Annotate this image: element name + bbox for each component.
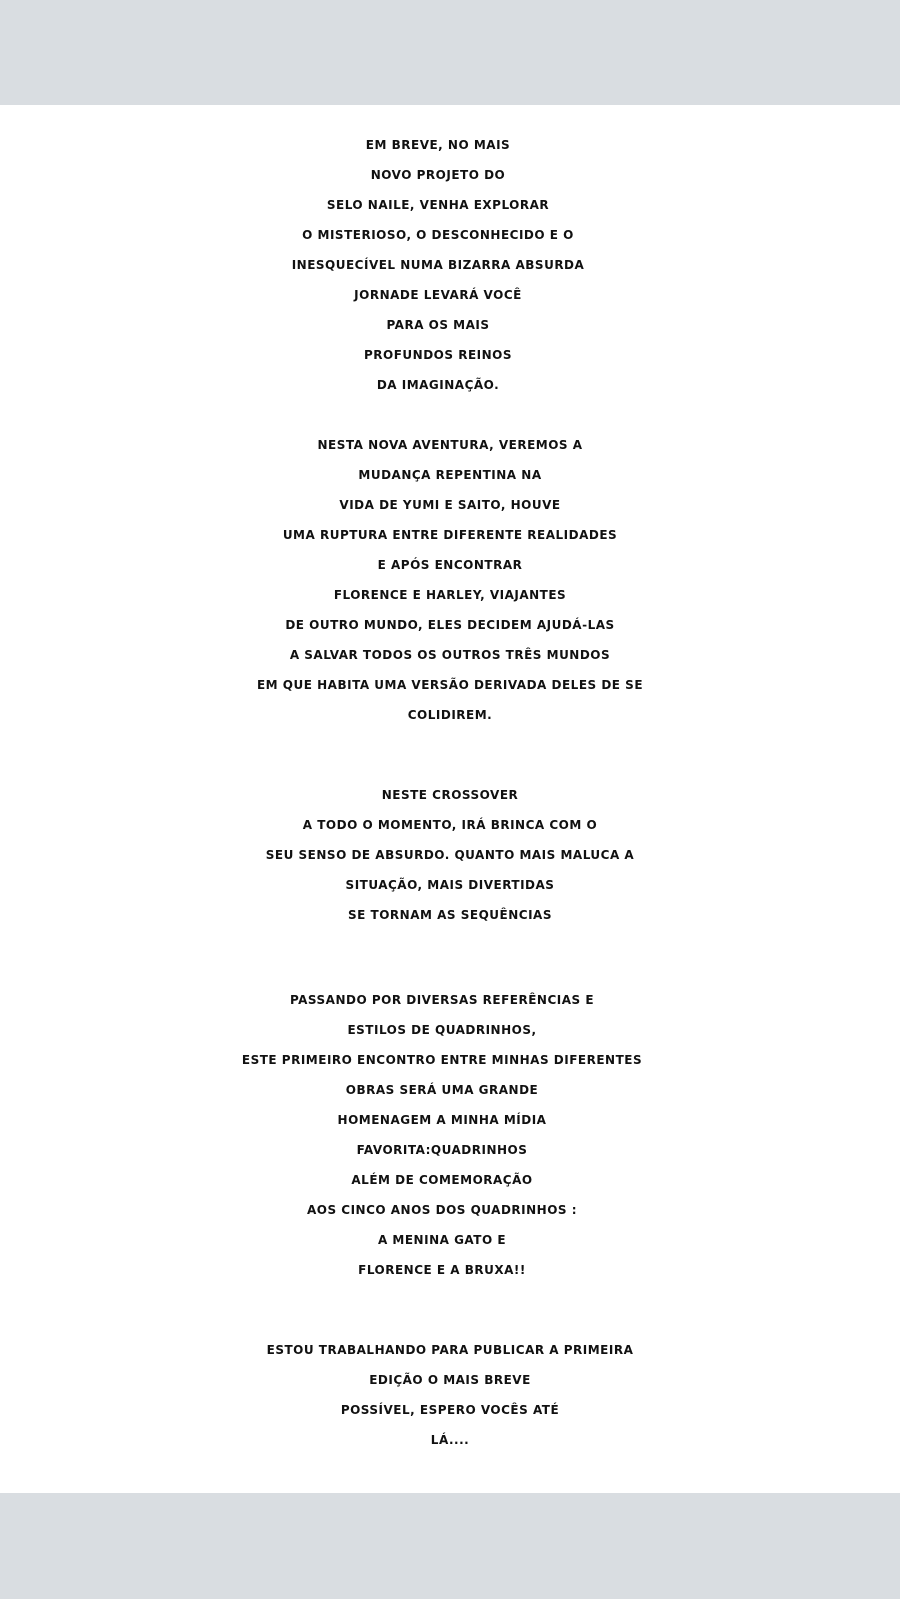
paragraph-5-line-2: EDIÇÃO O MAIS BREVE <box>369 1373 531 1387</box>
paragraph-1-line-3: SELO NAILE, VENHA EXPLORAR <box>326 198 550 212</box>
paragraph-3-line-1: NESTE CROSSOVER <box>381 788 519 802</box>
top-margin-band <box>0 0 900 105</box>
paragraph-4-line-5: HOMENAGEM A MINHA MÍDIA <box>337 1113 547 1127</box>
paragraph-2-line-6: FLORENCE E HARLEY, VIAJANTES <box>333 588 567 602</box>
paragraph-2-line-1: NESTA NOVA AVENTURA, VEREMOS A <box>317 438 583 452</box>
paragraph-2-line-4: UMA RUPTURA ENTRE DIFERENTE REALIDADES <box>282 528 618 542</box>
paragraph-1-line-7: PARA OS MAIS <box>386 318 490 332</box>
paragraph-2-line-7: DE OUTRO MUNDO, ELES DECIDEM AJUDÁ-LAS <box>285 618 615 632</box>
paragraph-4-line-1: PASSANDO POR DIVERSAS REFERÊNCIAS E <box>289 993 595 1007</box>
paragraph-3-line-2: A TODO O MOMENTO, IRÁ BRINCA COM O <box>302 818 598 832</box>
paragraph-2-line-3: VIDA DE YUMI E SAITO, HOUVE <box>339 498 561 512</box>
paragraph-4-line-8: AOS CINCO ANOS DOS QUADRINHOS : <box>306 1203 578 1217</box>
paragraph-2-line-5: E APÓS ENCONTRAR <box>377 558 523 572</box>
paragraph-4-line-6: FAVORITA:QUADRINHOS <box>356 1143 528 1157</box>
paragraph-1-line-8: PROFUNDOS REINOS <box>364 348 512 362</box>
paragraph-3-line-4: SITUAÇÃO, MAIS DIVERTIDAS <box>345 878 555 892</box>
paragraph-3-line-5: SE TORNAM AS SEQUÊNCIAS <box>348 908 552 922</box>
paragraph-4-line-4: OBRAS SERÁ UMA GRANDE <box>345 1083 539 1097</box>
paragraph-5-line-4: LÁ.... <box>430 1433 470 1447</box>
paragraph-2-line-9: EM QUE HABITA UMA VERSÃO DERIVADA DELES DE SE <box>256 678 644 692</box>
paragraph-2-line-8: A SALVAR TODOS OS OUTROS TRÊS MUNDOS <box>289 648 611 662</box>
paragraph-4-line-10: FLORENCE E A BRUXA!! <box>358 1263 526 1277</box>
paragraph-4-line-9: A MENINA GATO E <box>377 1233 507 1247</box>
paragraph-4-line-7: ALÉM DE COMEMORAÇÃO <box>351 1173 533 1187</box>
paragraph-1-line-6: JORNADE LEVARÁ VOCÊ <box>354 288 522 302</box>
paragraph-1-line-9: DA IMAGINAÇÃO. <box>376 378 500 392</box>
paragraph-2-line-10: COLIDIREM. <box>407 708 493 722</box>
paragraph-1-line-5: INESQUECÍVEL NUMA BIZARRA ABSURDA <box>291 258 585 272</box>
paragraph-4-line-3: ESTE PRIMEIRO ENCONTRO ENTRE MINHAS DIFERENTES <box>241 1053 643 1067</box>
paragraph-2-line-2: MUDANÇA REPENTINA NA <box>358 468 542 482</box>
bottom-margin-band <box>0 1493 900 1599</box>
paragraph-1-line-2: NOVO PROJETO DO <box>370 168 506 182</box>
paragraph-5-line-1: ESTOU TRABALHANDO PARA PUBLICAR A PRIMEIRA <box>266 1343 634 1357</box>
paragraph-5-line-3: POSSÍVEL, ESPERO VOCÊS ATÉ <box>340 1403 560 1417</box>
paragraph-3-line-3: SEU SENSO DE ABSURDO. QUANTO MAIS MALUCA A <box>265 848 635 862</box>
paragraph-1-line-1: EM BREVE, NO MAIS <box>365 138 511 152</box>
paragraph-4-line-2: ESTILOS DE QUADRINHOS, <box>347 1023 537 1037</box>
paragraph-1-line-4: O MISTERIOSO, O DESCONHECIDO E O <box>302 228 574 242</box>
text-page <box>0 105 900 1493</box>
